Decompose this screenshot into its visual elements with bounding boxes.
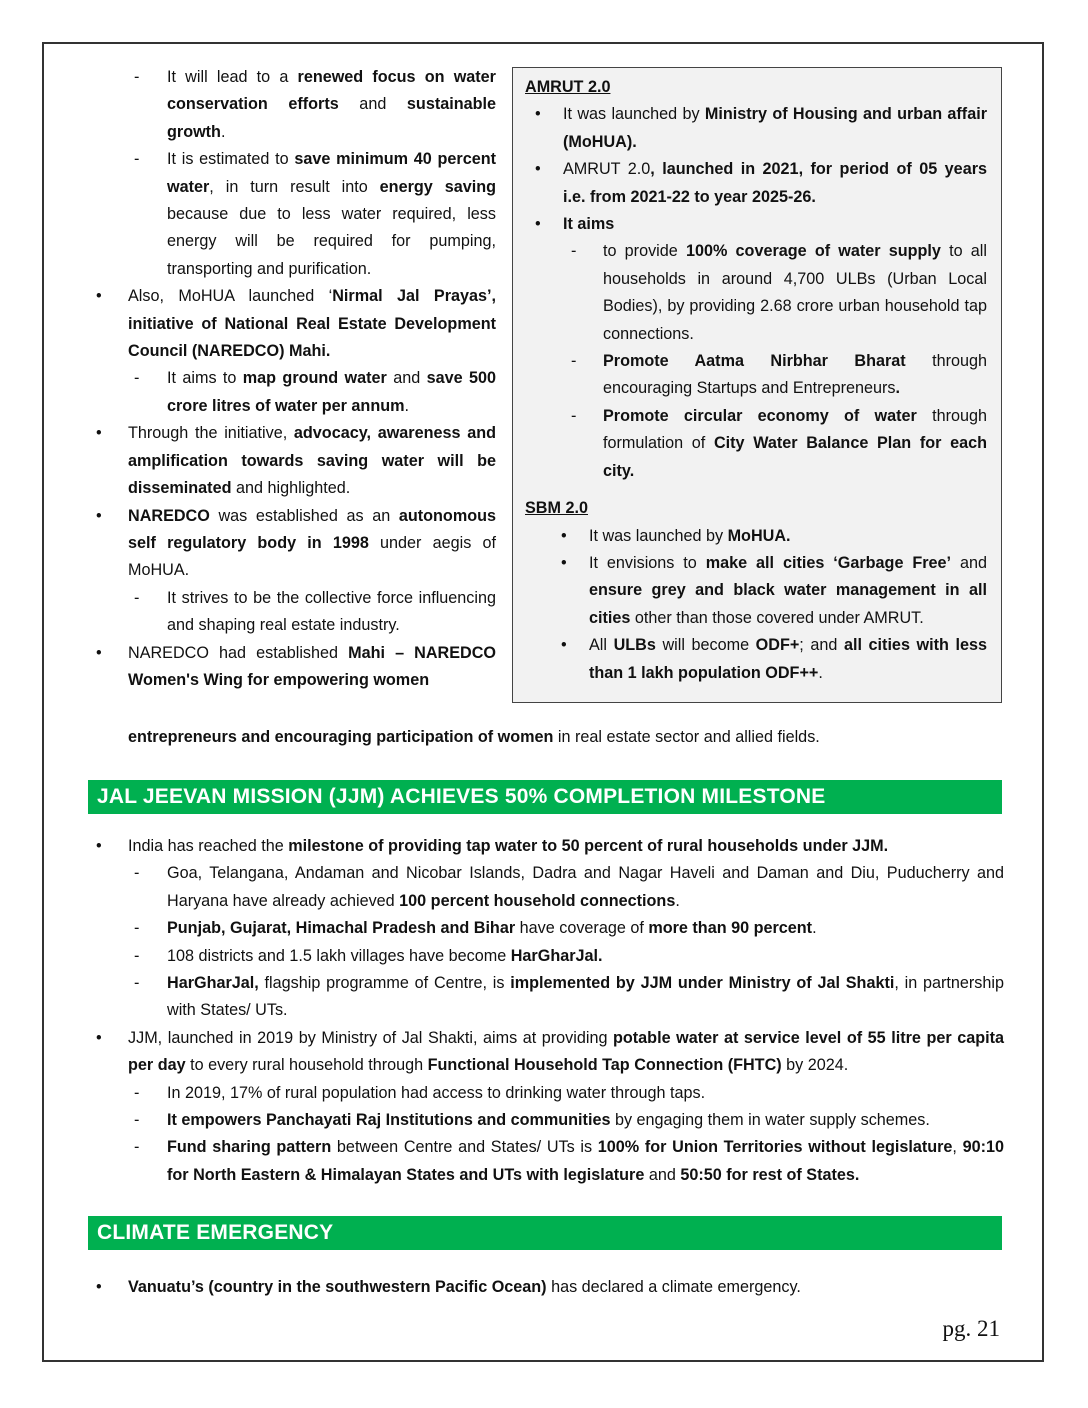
item-text: Promote Aatma Nirbhar Bharat through encouraging Startups and Entrepreneurs. [603, 352, 988, 398]
bullet-icon: • [561, 553, 567, 572]
dash-icon: - [134, 588, 140, 607]
bullet-icon: • [535, 105, 541, 124]
sub-item [525, 238, 987, 348]
bullet-icon: • [96, 1278, 102, 1296]
sub-item [92, 970, 1004, 1025]
left-column [92, 64, 496, 694]
sub-item [525, 348, 987, 403]
bullet-icon: • [561, 636, 567, 655]
sbm-list [525, 523, 987, 687]
item-text: It is estimated to save minimum 40 percent water, in turn result into energy saving because due to less water required, less energy will be required for pumping, transporting and purification. [167, 150, 496, 278]
sub-item [92, 64, 496, 146]
item-text: NAREDCO was established as an autonomous self regulatory body in 1998 under aegis of MoHUA. [128, 506, 497, 580]
bullet-icon: • [96, 424, 102, 443]
dash-icon: - [134, 974, 140, 993]
sub-item [92, 943, 1004, 970]
bullet-item [92, 833, 1004, 860]
dash-icon: - [134, 1083, 140, 1102]
bullet-item [92, 1274, 1004, 1301]
bullet-item [525, 156, 987, 211]
left-column-continuation: entrepreneurs and encouraging participation of women in real estate sector and allied fields. [128, 728, 820, 746]
item-text: NAREDCO had established Mahi – NAREDCO Women's Wing for empowering women [128, 643, 496, 689]
item-text: It envisions to make all cities ‘Garbage Free’ and ensure grey and black water management in all cities other than those covered under AMRUT. [589, 553, 987, 627]
bullet-item [525, 523, 987, 550]
item-text: Fund sharing pattern between Centre and States/ UTs is 100% for Union Territories without legislature, 90:10 for North Eastern & Himalayan States and UTs with legislature and 50:50 for rest of States. [167, 1138, 1005, 1184]
item-text: HarGharJal, flagship programme of Centre, is implemented by JJM under Ministry of Jal Shakti, in partnership with States/ UTs. [167, 974, 1004, 1020]
dash-icon: - [571, 352, 577, 371]
bullet-item [92, 420, 496, 502]
item-text: It empowers Panchayati Raj Institutions and communities by engaging them in water supply schemes. [167, 1111, 930, 1130]
climate-list [92, 1274, 1004, 1301]
item-text: 108 districts and 1.5 lakh villages have become HarGharJal. [167, 946, 603, 965]
item-text: It aims to map ground water and save 500 crore litres of water per annum. [167, 369, 496, 415]
item-text: India has reached the milestone of providing tap water to 50 percent of rural households under JJM. [128, 837, 889, 855]
bullet-icon: • [561, 526, 567, 545]
item-text: to provide 100% coverage of water supply to all households in around 4,700 ULBs (Urban Local Bodies), by providing 2.68 crore urban household tap connections. [603, 242, 987, 343]
dash-icon: - [134, 68, 140, 86]
bullet-item [92, 283, 496, 365]
item-text: JJM, launched in 2019 by Ministry of Jal Shakti, aims at providing potable water at service level of 55 litre per capita per day to every rural household through Functional Household Tap Connection (FHTC) by 2024. [128, 1028, 1004, 1075]
dash-icon: - [571, 242, 577, 261]
dash-icon: - [134, 1111, 140, 1130]
sub-item [92, 146, 496, 283]
sub-item [92, 365, 496, 420]
sub-item [525, 403, 987, 485]
dash-icon: - [134, 1138, 140, 1157]
sub-item [92, 1107, 1004, 1134]
page-number: pg. 21 [942, 1316, 1000, 1341]
bullet-icon: • [96, 837, 102, 855]
dash-icon: - [134, 946, 140, 965]
amrut-sbm-box [512, 67, 1002, 703]
dash-icon: - [571, 406, 577, 425]
dash-icon: - [134, 369, 140, 388]
bullet-icon: • [96, 287, 102, 306]
bullet-item [525, 632, 987, 687]
dash-icon: - [134, 864, 140, 883]
item-text: In 2019, 17% of rural population had access to drinking water through taps. [167, 1083, 706, 1102]
bullet-icon: • [535, 160, 541, 179]
bullet-icon: • [96, 1028, 102, 1047]
bullet-item [92, 1025, 1004, 1080]
item-text: Goa, Telangana, Andaman and Nicobar Islands, Dadra and Nagar Haveli and Daman and Diu, Puducherry and Haryana have already achieved 100 percent household connections. [167, 864, 1004, 910]
item-text: It will lead to a renewed focus on water conservation efforts and sustainable growth. [167, 68, 496, 141]
amrut-title: AMRUT 2.0 [525, 78, 611, 96]
amrut-list [525, 101, 987, 485]
sub-item [92, 860, 1004, 915]
bullet-icon: • [96, 643, 102, 662]
item-text: It strives to be the collective force influencing and shaping real estate industry. [167, 588, 496, 635]
bullet-icon: • [96, 506, 102, 525]
bullet-item [525, 550, 987, 632]
bullet-item [525, 101, 987, 156]
sub-item [92, 915, 1004, 942]
bullet-icon: • [535, 215, 541, 234]
section-heading-climate: CLIMATE EMERGENCY [88, 1216, 1002, 1250]
item-text: Promote circular economy of water through formulation of City Water Balance Plan for each city. [603, 406, 988, 480]
item-text: It was launched by Ministry of Housing and urban affair (MoHUA). [563, 105, 987, 151]
sub-item [92, 1080, 1004, 1107]
sub-item [92, 1134, 1004, 1189]
sbm-title: SBM 2.0 [525, 499, 588, 518]
bullet-item [525, 211, 987, 238]
bullet-item [92, 640, 496, 695]
sub-item [92, 585, 496, 640]
dash-icon: - [134, 150, 140, 169]
item-text: AMRUT 2.0, launched in 2021, for period of 05 years i.e. from 2021-22 to year 2025-26. [563, 160, 987, 206]
section-heading-jjm: JAL JEEVAN MISSION (JJM) ACHIEVES 50% COMPLETION MILESTONE [88, 780, 1002, 814]
item-text: It was launched by MoHUA. [589, 526, 791, 545]
item-text: Punjab, Gujarat, Himachal Pradesh and Bihar have coverage of more than 90 percent. [167, 919, 817, 938]
item-text: Through the initiative, advocacy, awareness and amplification towards saving water will be disseminated and highlighted. [128, 424, 496, 498]
jjm-list [92, 833, 1004, 1189]
bullet-item [92, 503, 496, 585]
item-text: Also, MoHUA launched ‘Nirmal Jal Prayas’, initiative of National Real Estate Development Council (NAREDCO) Mahi. [128, 287, 496, 361]
item-text: All ULBs will become ODF+; and all cities with less than 1 lakh population ODF++. [589, 636, 987, 682]
dash-icon: - [134, 919, 140, 938]
item-text: It aims [563, 215, 615, 234]
item-text: Vanuatu’s (country in the southwestern Pacific Ocean) has declared a climate emergency. [128, 1278, 801, 1296]
